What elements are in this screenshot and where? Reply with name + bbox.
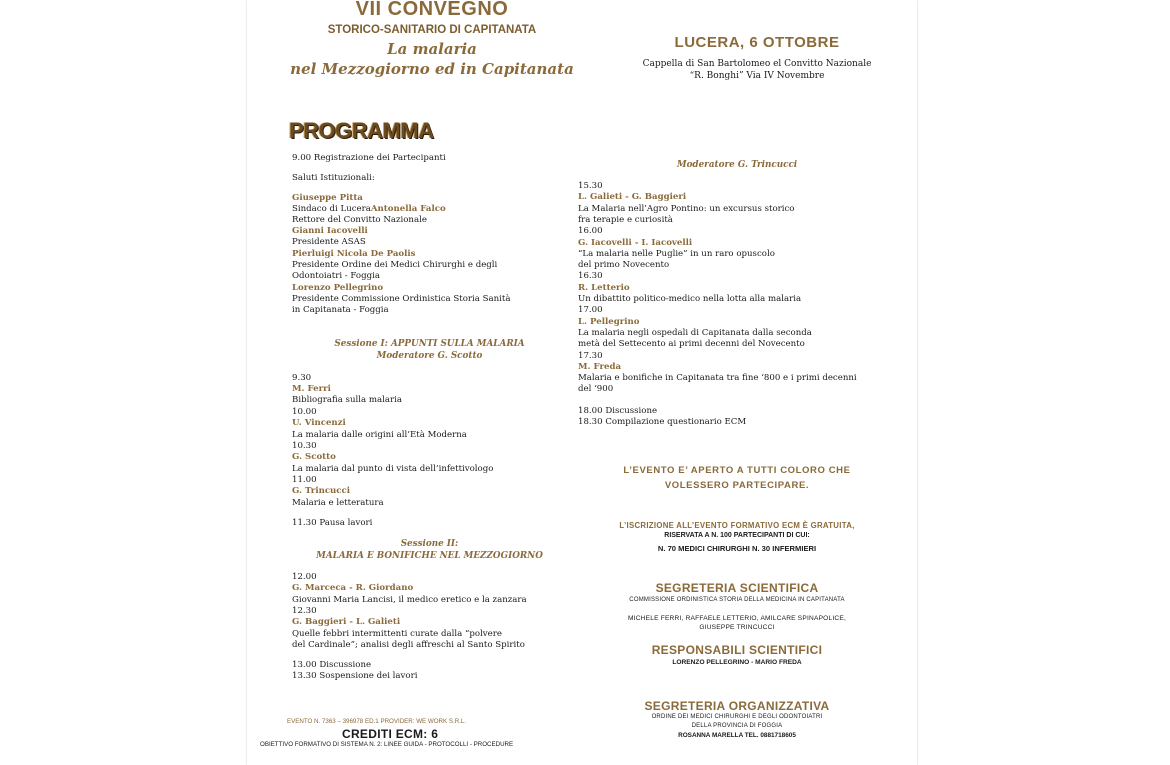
talk-title: Giovanni Maria Lancisi, il medico eretico e la zanzara bbox=[292, 595, 527, 605]
talk-title: Bibliografia sulla malaria bbox=[292, 395, 402, 405]
session-2-subtitle: MALARIA E BONIFICHE NEL MEZZOGIORNO bbox=[316, 551, 543, 561]
talk-speaker: U. Vincenzi bbox=[292, 418, 346, 428]
programma-heading: PROGRAMMA bbox=[289, 118, 434, 143]
greeting-role: in Capitanata - Foggia bbox=[292, 305, 389, 315]
greeting-name: Pierluigi Nicola De Paolis bbox=[292, 249, 416, 259]
talk-time: 10.00 bbox=[292, 407, 317, 417]
talk-time: 10.30 bbox=[292, 441, 317, 451]
evento-code: EVENTO N. 7363 – 396978 ED.1 PROVIDER: WE WORK S.R.L. bbox=[287, 718, 467, 725]
greeting-role: Odontoiatri - Foggia bbox=[292, 271, 380, 281]
talk-time: 9.30 bbox=[292, 373, 312, 383]
registration: 9.00 Registrazione dei Partecipanti bbox=[292, 153, 446, 163]
session-1-title: Sessione I: APPUNTI SULLA MALARIA bbox=[334, 339, 525, 349]
talk-speaker: L. Pellegrino bbox=[578, 316, 640, 327]
crediti-ecm: CREDITI ECM: 6 bbox=[342, 727, 439, 741]
talk-time: 12.30 bbox=[292, 606, 317, 616]
segreteria-scientifica-heading: SEGRETERIA SCIENTIFICA bbox=[655, 581, 819, 595]
program-sheet bbox=[247, 0, 917, 765]
talk-title: del Cardinale”; analisi degli affreschi al Santo Spirito bbox=[292, 640, 525, 650]
talk-line: 16.30 bbox=[578, 271, 603, 282]
segreteria-organizzativa-line: ORDINE DEI MEDICI CHIRURGHI E DEGLI ODONTOIATRI bbox=[651, 714, 823, 720]
session-2-title: Sessione II: bbox=[400, 539, 459, 549]
place-date: LUCERA, 6 OTTOBRE bbox=[674, 34, 840, 51]
greeting-role: Presidente Commissione Ordinistica Storia Sanità bbox=[292, 294, 511, 304]
talk-line: “La malaria nelle Puglie” in un raro opuscolo bbox=[578, 248, 775, 259]
segreteria-scientifica-sub: COMMISSIONE ORDINISTICA STORIA DELLA MEDICINA IN CAPITANATA bbox=[629, 597, 845, 603]
venue-line-1: Cappella di San Bartolomeo el Convitto Nazionale bbox=[642, 59, 872, 69]
talk-title: Quelle febbri intermittenti curate dalla “polvere bbox=[292, 629, 502, 639]
open-event-line-2: VOLESSERO PARTECIPARE. bbox=[664, 480, 810, 491]
greeting-role bbox=[292, 204, 446, 215]
talk-line: metà del Settecento ai primi decenni del Novecento bbox=[578, 339, 805, 350]
segreteria-scientifica-names: MICHELE FERRI, RAFFAELE LETTERIO, AMILCARE SPINAPOLICE, bbox=[627, 615, 847, 622]
iscrizione-line-3: N. 70 MEDICI CHIRURGHI N. 30 INFERMIERI bbox=[657, 544, 817, 553]
iscrizione-line-1: L’ISCRIZIONE ALL’EVENTO FORMATIVO ECM È GRATUITA, bbox=[619, 521, 855, 530]
talk-time: 11.00 bbox=[292, 475, 317, 485]
talk-title: La malaria dal punto di vista dell’infettivologo bbox=[292, 464, 494, 474]
venue-line-2: “R. Bonghi” Via IV Novembre bbox=[689, 71, 825, 81]
talk-line: 16.00 bbox=[578, 226, 603, 237]
segreteria-organizzativa-line: DELLA PROVINCIA DI FOGGIA bbox=[691, 723, 783, 729]
pausa-lavori: 11.30 Pausa lavori bbox=[292, 518, 373, 528]
talk-line: La malaria negli ospedali di Capitanata dalla seconda bbox=[578, 327, 812, 338]
talk-speaker: G. Trincucci bbox=[292, 486, 351, 496]
talk-line: 15.30 bbox=[578, 181, 603, 191]
questionario-ecm: 18.30 Compilazione questionario ECM bbox=[578, 417, 747, 427]
theme-line-1: La malaria bbox=[387, 40, 477, 58]
talk-line: Un dibattito politico-medico nella lotta alla malaria bbox=[578, 294, 802, 304]
talk-title: Malaria e letteratura bbox=[292, 498, 384, 508]
sospensione: 13.30 Sospensione dei lavori bbox=[292, 671, 418, 681]
saluti-label: Saluti Istituzionali: bbox=[292, 173, 375, 183]
discussione-left: 13.00 Discussione bbox=[292, 660, 372, 670]
talk-line: del ‘900 bbox=[578, 384, 614, 395]
obiettivo-formativo: OBIETTIVO FORMATIVO DI SISTEMA N. 2: LINEE GUIDA - PROTOCOLLI - PROCEDURE bbox=[260, 741, 514, 748]
talk-line: fra terapie e curiosità bbox=[578, 214, 673, 225]
greeting-name: Giuseppe Pitta bbox=[292, 193, 363, 203]
talk-speaker: G. Scotto bbox=[292, 452, 336, 462]
talk-line: 17.30 bbox=[578, 350, 603, 361]
talk-speaker: G. Marceca - R. Giordano bbox=[292, 583, 414, 593]
talk-line: Malaria e bonifiche in Capitanata tra fine ‘800 e i primi decenni bbox=[578, 373, 857, 384]
open-event-line-1: L’EVENTO E’ APERTO A TUTTI COLORO CHE bbox=[623, 465, 851, 476]
responsabili-heading: RESPONSABILI SCIENTIFICI bbox=[651, 643, 823, 657]
convegno-edition: VII CONVEGNO bbox=[355, 0, 509, 20]
theme-line-2: nel Mezzogiorno ed in Capitanata bbox=[290, 60, 574, 78]
talk-speaker: M. Ferri bbox=[292, 384, 331, 394]
greeting-role: Presidente ASAS bbox=[292, 237, 366, 247]
segreteria-scientifica-names: GIUSEPPE TRINCUCCI bbox=[699, 624, 775, 631]
talk-line: 17.00 bbox=[578, 305, 603, 316]
talk-speaker: G. Iacovelli - I. Iacovelli bbox=[578, 237, 693, 248]
talk-speaker: M. Freda bbox=[578, 361, 622, 372]
greeting-name: Antonella Falco bbox=[370, 204, 446, 214]
session-3-moderator: Moderatore G. Trincucci bbox=[676, 160, 798, 170]
greeting-role: Presidente Ordine dei Medici Chirurghi e degli bbox=[292, 260, 498, 270]
greeting-prefix: Sindaco di Lucera bbox=[292, 204, 371, 214]
greeting-role: Rettore del Convitto Nazionale bbox=[292, 215, 427, 225]
talk-speaker: G. Baggieri - L. Galieti bbox=[292, 617, 401, 627]
talk-line: La Malaria nell’Agro Pontino: un excursus storico bbox=[578, 203, 795, 214]
convegno-subtitle: STORICO-SANITARIO DI CAPITANATA bbox=[327, 24, 537, 36]
greeting-name: Gianni Iacovelli bbox=[292, 226, 368, 236]
talk-line: del primo Novecento bbox=[578, 260, 670, 271]
talk-speaker: R. Letterio bbox=[578, 282, 630, 293]
discussione-right: 18.00 Discussione bbox=[578, 406, 658, 416]
talk-time: 12.00 bbox=[292, 572, 317, 582]
segreteria-organizzativa-contact: ROSANNA MARELLA TEL. 0881718605 bbox=[678, 732, 796, 739]
responsabili-names: LORENZO PELLEGRINO - MARIO FREDA bbox=[672, 659, 802, 666]
greeting-name: Lorenzo Pellegrino bbox=[292, 283, 384, 293]
talk-title: La malaria dalle origini all’Età Moderna bbox=[292, 430, 467, 440]
session-1-moderator: Moderatore G. Scotto bbox=[376, 351, 483, 361]
segreteria-organizzativa-heading: SEGRETERIA ORGANIZZATIVA bbox=[644, 699, 830, 713]
talk-speaker: L. Galieti - G. Baggieri bbox=[578, 192, 687, 203]
iscrizione-line-2: RISERVATA A N. 100 PARTECIPANTI DI CUI: bbox=[664, 532, 810, 539]
